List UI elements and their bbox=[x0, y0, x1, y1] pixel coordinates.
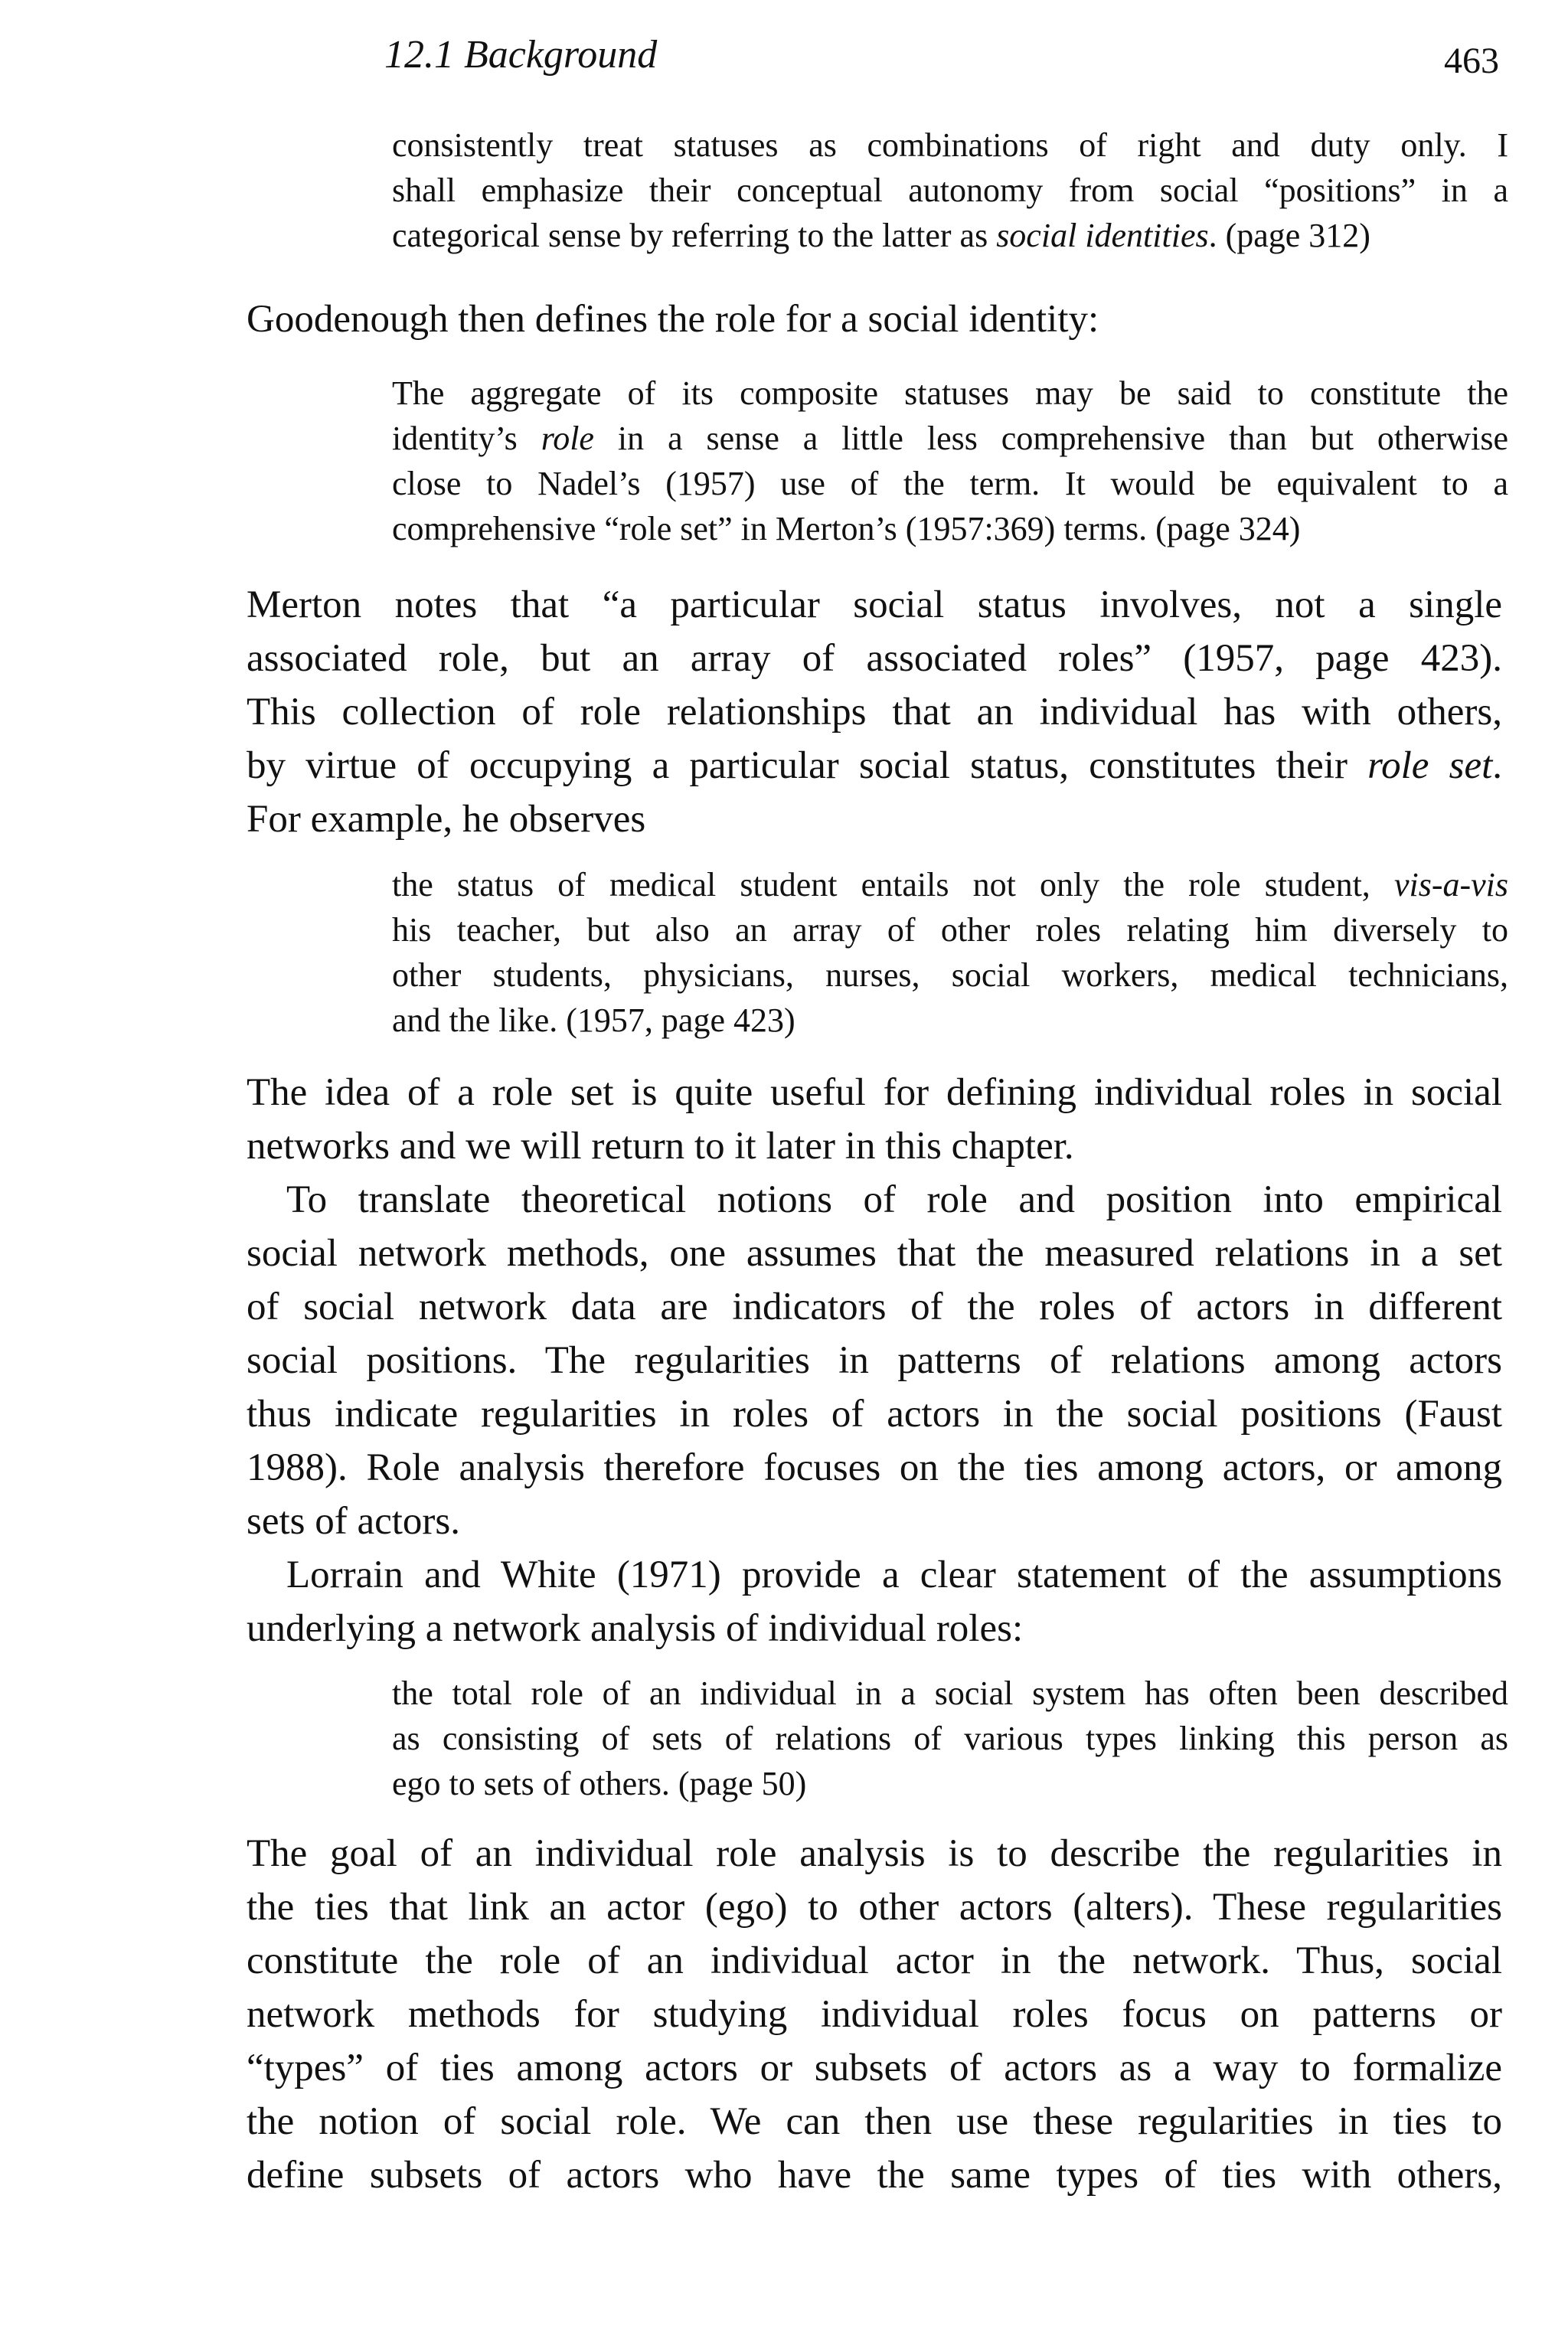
text-line: The idea of a role set is quite useful for defining individual roles in social bbox=[247, 1071, 1502, 1114]
text-line: by virtue of occupying a particular social status, constitutes their role set. bbox=[247, 744, 1502, 787]
paragraph-5 bbox=[247, 1548, 1502, 1655]
emphasis-text: social identities bbox=[996, 217, 1209, 254]
paragraph-2 bbox=[247, 578, 1502, 846]
text-line: Goodenough then defines the role for a social identity: bbox=[247, 298, 1099, 341]
text-line: the ties that link an actor (ego) to other actors (alters). These regularities bbox=[247, 1886, 1502, 1929]
page-header bbox=[384, 32, 1499, 93]
text-line: comprehensive “role set” in Merton’s (1957:369) terms. (page 324) bbox=[392, 510, 1301, 547]
block-quote-3 bbox=[392, 862, 1508, 1043]
text-line: and the like. (1957, page 423) bbox=[392, 1001, 795, 1039]
text-line: The goal of an individual role analysis is to describe the regularities in bbox=[247, 1832, 1502, 1875]
text-line: identity’s role in a sense a little less comprehensive than but otherwise bbox=[392, 420, 1508, 457]
text-line: ego to sets of others. (page 50) bbox=[392, 1765, 807, 1802]
page-number: 463 bbox=[1444, 41, 1499, 81]
text-line: The aggregate of its composite statuses may be said to constitute the bbox=[392, 374, 1508, 412]
emphasis-text: role bbox=[541, 420, 594, 457]
paragraph-1 bbox=[247, 292, 1502, 346]
block-quote-2 bbox=[392, 371, 1508, 551]
emphasis-text: vis-a-vis bbox=[1393, 866, 1508, 903]
running-title: 12.1 Background bbox=[384, 33, 658, 77]
text-line: For example, he observes bbox=[247, 798, 646, 841]
paragraph-4 bbox=[247, 1173, 1502, 1548]
text-line: as consisting of sets of relations of various types linking this person as bbox=[392, 1720, 1508, 1757]
text-line: constitute the role of an individual actor in the network. Thus, social bbox=[247, 1939, 1502, 1982]
text-line: his teacher, but also an array of other roles relating him diversely to bbox=[392, 911, 1508, 949]
text-line: network methods for studying individual roles focus on patterns or bbox=[247, 1993, 1502, 2036]
text-line: shall emphasize their conceptual autonomy from social “positions” in a bbox=[392, 172, 1508, 209]
block-quote-4 bbox=[392, 1671, 1508, 1806]
block-quote-1 bbox=[392, 123, 1508, 258]
text-line: sets of actors. bbox=[247, 1500, 461, 1543]
text-line: Lorrain and White (1971) provide a clear statement of the assumptions bbox=[286, 1554, 1502, 1596]
text-line: To translate theoretical notions of role and position into empirical bbox=[286, 1178, 1502, 1221]
paragraph-3 bbox=[247, 1066, 1502, 1173]
text-line: the status of medical student entails not only the role student, vis-a-vis bbox=[392, 866, 1508, 903]
emphasis-text: role set bbox=[1367, 744, 1493, 787]
text-line: of social network data are indicators of the roles of actors in different bbox=[247, 1286, 1502, 1328]
text-line: the notion of social role. We can then use these regularities in ties to bbox=[247, 2100, 1502, 2143]
text-line: social network methods, one assumes that the measured relations in a set bbox=[247, 1232, 1502, 1275]
text-line: social positions. The regularities in patterns of relations among actors bbox=[247, 1339, 1502, 1382]
text-line: underlying a network analysis of individual roles: bbox=[247, 1607, 1024, 1650]
text-line: the total role of an individual in a social system has often been described bbox=[392, 1674, 1508, 1712]
paragraph-6 bbox=[247, 1827, 1502, 2202]
text-line: “types” of ties among actors or subsets of actors as a way to formalize bbox=[247, 2047, 1502, 2089]
text-line: 1988). Role analysis therefore focuses on the ties among actors, or among bbox=[247, 1446, 1502, 1489]
text-line: define subsets of actors who have the same types of ties with others, bbox=[247, 2154, 1502, 2197]
text-line: other students, physicians, nurses, social workers, medical technicians, bbox=[392, 956, 1508, 994]
text-line: This collection of role relationships that an individual has with others, bbox=[247, 691, 1502, 733]
text-line: Merton notes that “a particular social status involves, not a single bbox=[247, 583, 1502, 626]
text-line: consistently treat statuses as combinations of right and duty only. I bbox=[392, 126, 1508, 164]
text-line: close to Nadel’s (1957) use of the term. It would be equivalent to a bbox=[392, 465, 1508, 502]
text-line: thus indicate regularities in roles of actors in the social positions (Faust bbox=[247, 1393, 1502, 1436]
text-line: networks and we will return to it later in this chapter. bbox=[247, 1125, 1074, 1168]
text-line: categorical sense by referring to the latter as social identities. (page 312) bbox=[392, 217, 1370, 254]
text-line: associated role, but an array of associated roles” (1957, page 423). bbox=[247, 637, 1502, 680]
